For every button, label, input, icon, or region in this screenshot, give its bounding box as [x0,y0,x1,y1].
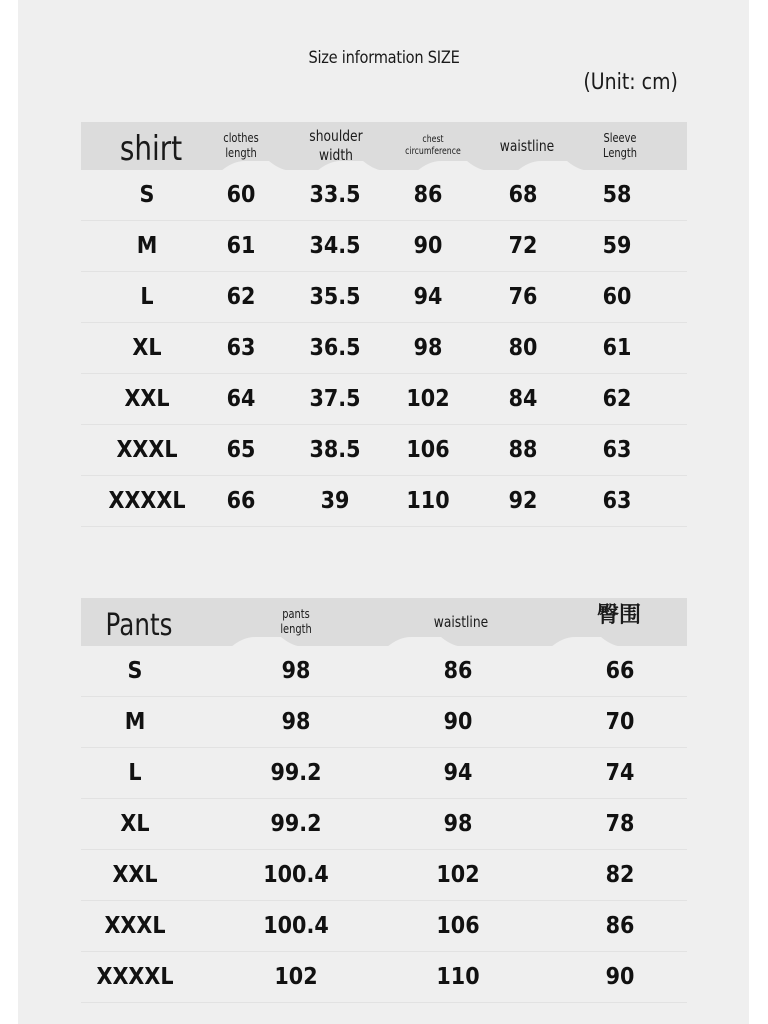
size-cell: XXXXL [108,488,186,514]
pants-table-body [81,646,687,1003]
pants-label: Pants [105,607,173,643]
value-cell: 60 [226,182,256,208]
value-cell: 66 [605,658,635,684]
value-cell: 90 [413,233,443,259]
value-cell: 84 [508,386,538,412]
value-cell: 99.2 [270,760,322,786]
size-cell: XXXXL [96,964,174,990]
value-cell: 65 [226,437,256,463]
value-cell: 98 [281,709,311,735]
value-cell: 61 [602,335,632,361]
value-cell: 62 [226,284,256,310]
table-row [81,170,687,221]
col-header-hip: 臀围 [596,603,641,629]
table-row [81,425,687,476]
value-cell: 86 [413,182,443,208]
size-cell: S [127,658,143,684]
col-header-sleeve-length: Sleeve Length [603,131,637,160]
table-row [81,697,687,748]
size-cell: XL [132,335,162,361]
value-cell: 94 [443,760,473,786]
size-cell: XXL [124,386,170,412]
value-cell: 106 [406,437,450,463]
table-row [81,901,687,952]
col-header-clothes-length: clothes length [223,131,259,160]
value-cell: 102 [274,964,318,990]
value-cell: 61 [226,233,256,259]
value-cell: 102 [436,862,480,888]
table-row [81,476,687,527]
value-cell: 98 [413,335,443,361]
value-cell: 63 [602,437,632,463]
value-cell: 100.4 [263,862,329,888]
value-cell: 86 [443,658,473,684]
page-title: Size information SIZE [308,48,460,68]
value-cell: 86 [605,913,635,939]
value-cell: 63 [602,488,632,514]
value-cell: 110 [436,964,480,990]
size-cell: XXL [112,862,158,888]
value-cell: 98 [443,811,473,837]
value-cell: 90 [443,709,473,735]
col-header-waistline: waistline [499,136,555,155]
value-cell: 88 [508,437,538,463]
size-cell: L [140,284,154,310]
value-cell: 35.5 [309,284,361,310]
value-cell: 78 [605,811,635,837]
table-row [81,323,687,374]
value-cell: 39 [320,488,350,514]
value-cell: 62 [602,386,632,412]
shirt-label: shirt [119,128,183,169]
value-cell: 110 [406,488,450,514]
table-row [81,748,687,799]
size-cell: M [136,233,158,259]
table-row [81,850,687,901]
value-cell: 76 [508,284,538,310]
value-cell: 38.5 [309,437,361,463]
value-cell: 94 [413,284,443,310]
value-cell: 66 [226,488,256,514]
col-header-pants-length: pants length [280,607,312,636]
value-cell: 70 [605,709,635,735]
value-cell: 68 [508,182,538,208]
size-cell: S [139,182,155,208]
value-cell: 37.5 [309,386,361,412]
table-row [81,221,687,272]
value-cell: 82 [605,862,635,888]
value-cell: 106 [436,913,480,939]
table-row [81,272,687,323]
value-cell: 74 [605,760,635,786]
value-cell: 72 [508,233,538,259]
shirt-table-header [81,122,687,170]
shirt-table-body [81,170,687,527]
size-cell: XXXL [104,913,166,939]
unit-label: (Unit: cm) [583,70,678,95]
col-header-waistline: waistline [433,612,489,631]
pants-table-header [81,598,687,646]
value-cell: 36.5 [309,335,361,361]
size-cell: XL [120,811,150,837]
size-cell: M [124,709,146,735]
table-row [81,799,687,850]
table-row [81,952,687,1003]
value-cell: 99.2 [270,811,322,837]
col-header-chest-circumference: chest circumference [405,134,461,157]
value-cell: 92 [508,488,538,514]
value-cell: 33.5 [309,182,361,208]
value-cell: 98 [281,658,311,684]
pants-size-table [81,598,687,1003]
col-header-shoulder-width: shoulder width [309,127,363,164]
size-cell: L [128,760,142,786]
table-row [81,646,687,697]
value-cell: 90 [605,964,635,990]
value-cell: 59 [602,233,632,259]
size-cell: XXXL [116,437,178,463]
value-cell: 80 [508,335,538,361]
shirt-size-table [81,122,687,527]
value-cell: 100.4 [263,913,329,939]
table-row [81,374,687,425]
value-cell: 64 [226,386,256,412]
value-cell: 58 [602,182,632,208]
value-cell: 63 [226,335,256,361]
value-cell: 102 [406,386,450,412]
value-cell: 34.5 [309,233,361,259]
value-cell: 60 [602,284,632,310]
